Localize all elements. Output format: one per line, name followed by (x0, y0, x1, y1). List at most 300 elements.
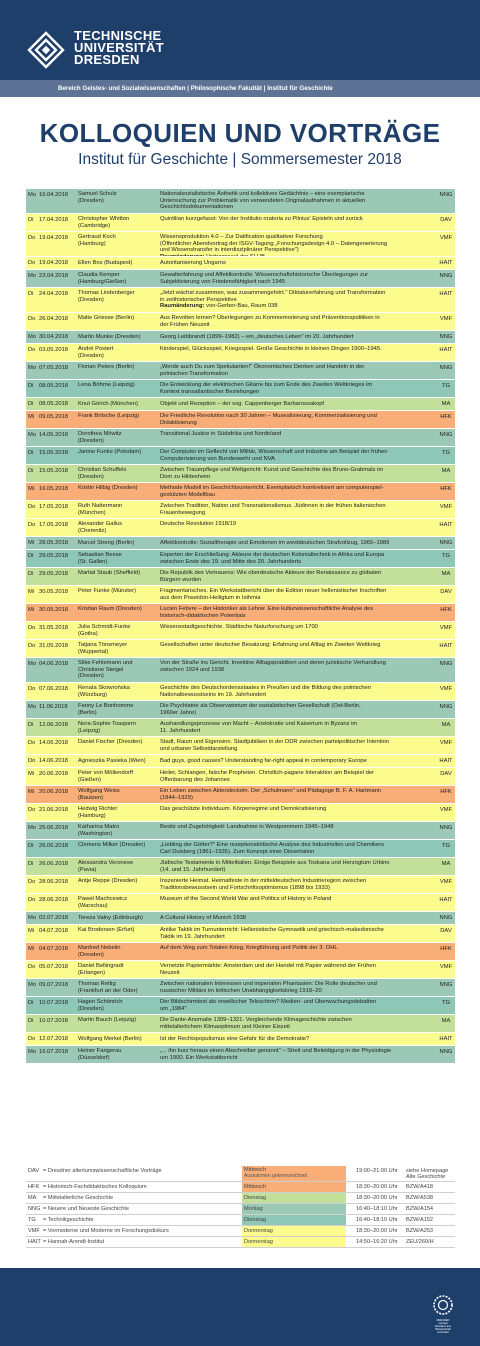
speaker-line: Lena Böhme (Leipzig) (78, 382, 135, 388)
title-line: Autoritarisierung Ungarns (160, 260, 226, 266)
weekday: Do (28, 1036, 36, 1042)
title-line: Taktik im 19. Jahrhundert (160, 933, 225, 940)
legend-abbr: MA (28, 1195, 37, 1201)
schedule-row (26, 410, 455, 428)
legend-room-line2: Alte Geschichte (406, 1174, 446, 1180)
weekday: Do (28, 522, 36, 528)
category-code: VMF (439, 625, 453, 631)
category-code: MA (441, 401, 451, 407)
schedule-row (26, 428, 455, 446)
room-change-note (160, 303, 445, 310)
legend-row (26, 1237, 455, 1248)
date: 26.06.2018 (39, 843, 69, 849)
logo-wordmark (74, 30, 164, 66)
weekday: Mi (28, 789, 35, 795)
speaker-line: (Hamburg) (78, 240, 106, 247)
weekday: Mi (28, 946, 35, 952)
category-code: NNG (439, 273, 453, 279)
lecture-title (160, 552, 445, 565)
date: 31.05.2018 (39, 643, 69, 649)
schedule-row (26, 287, 455, 312)
weekday: Do (28, 643, 36, 649)
weekday: Do (28, 347, 36, 353)
speaker-line: Hedwig Richter (78, 806, 118, 812)
lecture-title (160, 703, 445, 716)
weekday: Di (28, 401, 34, 407)
weekday: Do (28, 879, 36, 885)
date: 21.06.2018 (39, 807, 69, 813)
weekday: Mo (28, 915, 37, 921)
schedule-row (26, 821, 455, 839)
schedule-row (26, 256, 455, 269)
date: 08.05.2018 (39, 383, 69, 389)
date: 12.07.2018 (39, 1036, 69, 1042)
speaker-line: Florian Peters (Berlin) (78, 364, 135, 370)
speaker-line: Knut Görich (München) (78, 401, 138, 407)
weekday: Do (28, 260, 36, 266)
lecture-title (160, 382, 445, 395)
date: 07.06.2018 (39, 686, 69, 692)
weekday: Di (28, 217, 34, 223)
title-line: in zeithistorischer Perspektive (160, 296, 237, 303)
lecture-title (160, 927, 445, 940)
title-line: Computerisierung von Bundeswehr und NVA (160, 455, 275, 462)
lecture-title (160, 896, 445, 903)
date: 30.05.2018 (39, 589, 69, 595)
legend-row (26, 1182, 455, 1193)
category-code: TG (441, 553, 451, 559)
lecture-title (160, 588, 445, 601)
lecture-title (160, 685, 445, 698)
title-line: (14. und 15. Jahrhundert) (160, 866, 226, 873)
category-code: VMF (439, 807, 453, 813)
speaker-line: Silke Fehlemann und (78, 660, 133, 666)
title-line: Quintilian kurzgefasst: Von der Institutio oratoria zu Plinius' Episteln und zurück (160, 216, 363, 222)
title-line: Stadt, Raum und Eigensinn. Stadtjubiläen in der DDR zwischen parteipolitischer Intention (160, 739, 390, 745)
title-line: „Jetzt wächst zusammen, was zusammengehört." Diktaturerfahrung und Transformation (160, 290, 386, 296)
date: 05.07.2018 (39, 964, 69, 970)
schedule-row (26, 875, 455, 893)
date: 17.05.2018 (39, 522, 69, 528)
title-line: Traditionsbewusstsein und Fortschrittsoptimismus (1898 bis 1933) (160, 884, 330, 891)
schedule-row (26, 500, 455, 518)
weekday: Do (28, 740, 36, 746)
weekday: Mo (28, 704, 37, 710)
date: 20.06.2018 (39, 771, 69, 777)
schedule-row (26, 269, 455, 287)
speaker-line: Kristian Raum (Dresden) (78, 606, 142, 612)
title-line: Von der Straße ins Gericht. Invektive Alltagspraktiken und deren juristische Verhandlung (160, 660, 386, 666)
lecture-title (160, 1036, 445, 1043)
lecture-title (160, 606, 445, 619)
speaker-line: (Dresden) (78, 1005, 104, 1012)
schedule-row (26, 700, 455, 718)
date: 29.05.2018 (39, 571, 69, 577)
weekday: Di (28, 291, 34, 297)
schedule-row (26, 754, 455, 767)
title-line: Wissensproduktion 4.0 – Zur Datification qualitativer Forschung (160, 234, 323, 240)
weekday: Mi (28, 486, 35, 492)
schedule-row (26, 312, 455, 330)
lecture-title (160, 758, 445, 765)
weekday: Do (28, 964, 36, 970)
legend-day (242, 1215, 346, 1225)
dresden-concept-wordmark (424, 1319, 462, 1334)
speaker-line: Agnieszka Pasieka (Wien) (78, 758, 146, 764)
date: 30.04.2018 (39, 334, 69, 340)
weekday: Mo (28, 661, 37, 667)
weekday: Mi (28, 928, 35, 934)
lecture-title (160, 660, 445, 673)
schedule-row (26, 657, 455, 682)
speaker-line: Antje Reppe (Dresden) (78, 878, 138, 884)
title-line: Carl Duisberg (1861–1935). Zum Konzept einer Dissertation (160, 848, 315, 855)
lecture-title (160, 364, 445, 377)
speaker-line: (Berlin) (78, 709, 97, 716)
speaker-line: Thomas Rettig (78, 981, 116, 987)
weekday: Di (28, 571, 34, 577)
title-line: A Cultural History of Munich 1938 (160, 915, 247, 921)
speaker-line: Wolfgang Merkel (Berlin) (78, 1036, 142, 1042)
title-line: 11. Jahrhundert (160, 727, 201, 734)
title-line: „... ihn kurz heraus einen Abschreiber genannt" – Streit und Beleidigung in der Physiologie (160, 1048, 392, 1054)
speaker-line: Ruth Nattermann (78, 503, 123, 509)
schedule-row (26, 1032, 455, 1045)
category-code: HFK (440, 414, 452, 420)
legend-abbr: DAV (28, 1168, 40, 1174)
category-code: TG (441, 383, 451, 389)
lecture-title (160, 346, 445, 353)
logo-line1: TECHNISCHE (74, 28, 162, 43)
category-code: DAV (440, 771, 452, 777)
speaker-line: Hagen Schönrich (78, 999, 123, 1005)
date: 17.05.2018 (39, 504, 69, 510)
speaker-line: Kristin Hilbig (Dresden) (78, 485, 138, 491)
weekday: Di (28, 843, 34, 849)
weekday: Do (28, 316, 36, 322)
speaker-line: Martin Bauch (Leipzig) (78, 1017, 136, 1023)
weekday: Mo (28, 192, 37, 198)
title-line: Zwischen Trauerpflege und Weltgericht: Kunst und Geschichte des Bruno-Grabmals im (160, 467, 384, 473)
lecture-title (160, 540, 445, 547)
title-line: „Werde auch Du zum Spekulanten!" Ökonomisches Denken und Handeln in der (160, 364, 365, 370)
date: 14.05.2018 (39, 432, 69, 438)
speaker-line: Manfred Nebelin (78, 945, 121, 951)
legend-room-line: ZEU/260/H (406, 1239, 434, 1245)
title-line: polnischen Transformation (160, 370, 228, 377)
speaker-line: André Postert (78, 346, 114, 352)
category-code: NNG (439, 825, 453, 831)
title-line: Ist der Rechtspopulismus eine Gefahr für die Demokratie? (160, 1036, 310, 1042)
title-line: historisch-didaktischen Potentials (160, 612, 246, 619)
legend-day (242, 1166, 346, 1181)
speaker-line: Kai Brodersen (Erfurt) (78, 927, 135, 933)
title-line: Heiler, Schlangen, falsche Propheten. Christlich-pagane Interaktion am Beispiel der (160, 770, 374, 776)
page-subtitle: Institut für Geschichte | Sommersemester 2018 (78, 151, 402, 168)
date: 14.06.2018 (39, 758, 69, 764)
title-line: aus dem Poseidon-Heiligtum in Isthmia (160, 594, 261, 601)
date: 12.06.2018 (39, 722, 69, 728)
speaker-line: (Hamburg) (78, 812, 106, 819)
schedule-row (26, 330, 455, 343)
lecture-title (160, 191, 445, 211)
lecture-title (160, 1048, 445, 1061)
title-line: Bürgern wurden (160, 576, 202, 583)
lecture-title (160, 945, 445, 952)
schedule-row (26, 1045, 455, 1063)
lecture-title (160, 963, 445, 976)
schedule-row (26, 464, 455, 482)
legend-room-line: BZW/A154 (406, 1206, 434, 1212)
speaker-line: (Dresden) (78, 352, 104, 359)
weekday: Mo (28, 365, 37, 371)
lecture-title (160, 334, 445, 341)
lecture-title (160, 981, 445, 994)
schedule-row (26, 231, 455, 256)
speaker-line: (Dresden) (78, 437, 104, 444)
speaker-line: (Dresden) (78, 673, 104, 680)
lecture-title (160, 503, 445, 516)
weekday: Di (28, 1018, 34, 1024)
legend-day-label: Montag (244, 1206, 263, 1212)
title-line: zwischen 1924 und 1938 (160, 666, 225, 673)
speaker-line: Ellen Bos (Budapest) (78, 260, 133, 266)
category-code: MA (441, 1018, 451, 1024)
date: 02.07.2018 (39, 915, 69, 921)
speaker-line: Julia Schmidt-Funke (78, 624, 131, 630)
schedule-row (26, 343, 455, 361)
lecture-title (160, 413, 445, 426)
speaker-line: (Erlangen) (78, 969, 106, 976)
lecture-title (160, 315, 445, 328)
date: 29.05.2018 (39, 553, 69, 559)
date: 09.05.2018 (39, 414, 69, 420)
lecture-title (160, 878, 445, 891)
title-line: Nationalsozialistische Ästhetik und kollektives Gedächtnis – eine exemplarische (160, 191, 365, 197)
lecture-title (160, 999, 445, 1012)
category-code: HFK (440, 486, 452, 492)
schedule-row (26, 924, 455, 942)
legend-abbr: HFK (28, 1184, 40, 1190)
date: 23.04.2018 (39, 273, 69, 279)
room-change-label: Raumänderung: (160, 303, 205, 310)
speaker-line: Gertraud Koch (78, 234, 116, 240)
speaker-line: Alexander Gallus (78, 521, 123, 527)
title-line: Dom zu Hildesheim (160, 473, 211, 480)
schedule-row (26, 482, 455, 500)
schedule-row (26, 767, 455, 785)
legend-day-label: Mittwoch (244, 1167, 267, 1173)
speaker-line: Christian Schuffels (78, 467, 127, 473)
speaker-line: (Pavia) (78, 866, 97, 873)
title-line: Frauenbewegung (160, 509, 206, 516)
legend-time: 16:40–18:10 Uhr (356, 1206, 398, 1212)
schedule-row (26, 379, 455, 397)
legend-room-line: siehe Homepage (406, 1168, 449, 1174)
legend-room-line: BZW/A538 (406, 1195, 434, 1201)
speaker-line: Katharina Matro (78, 824, 120, 830)
weekday: Di (28, 722, 34, 728)
category-code: VMF (439, 740, 453, 746)
title-line: russischer Militärs im lettischen Unabhängigkeitskrieg 1918–20 (160, 987, 322, 994)
category-code: DAV (440, 217, 452, 223)
page-title: KOLLOQUIEN UND VORTRÄGE (39, 118, 441, 148)
title-line: Auf dem Weg zum Totalen Krieg. Kriegführung und Politik der 3. OHL (160, 945, 338, 951)
title-line: um 1900. Ein Werkstattbericht (160, 1054, 238, 1061)
category-code: NNG (439, 1049, 453, 1055)
category-code: HAIT (439, 1036, 453, 1042)
speaker-line: Nora-Sophie Toaspern (78, 721, 136, 727)
category-code: TG (441, 450, 451, 456)
title-line: Inszenierte Heimat. Heimatfeste in der mitteldeutschen Industrieregion zwischen (160, 878, 367, 884)
category-code: VMF (439, 879, 453, 885)
title-line: Vernetzte Papiermärkte: Amsterdam und der Handel mit Papier während der Frühen (160, 963, 376, 969)
speaker-line: (Bautzen) (78, 794, 104, 801)
footer-logo-line2: concept (438, 1322, 448, 1326)
speaker-line: (Gotha) (78, 630, 98, 637)
speaker-line: (Warschau) (78, 902, 108, 909)
category-code: HAIT (439, 643, 453, 649)
lecture-title (160, 739, 445, 752)
legend-description: = Dresdner altertumswissenschaftliche Vorträge (43, 1168, 162, 1174)
title-line: Affektkontrolle: Sozialtherapie und Emotionen im westdeutschen Strafvollzug, 1965–1989 (160, 540, 390, 546)
category-code: HFK (440, 607, 452, 613)
title-line: Gesellschaften unter deutscher Besatzung: Erfahrung und Alltag im Zweiten Weltkrieg (160, 642, 381, 648)
schedule-row (26, 1014, 455, 1032)
speaker-line: Daniel Bellingradt (78, 963, 124, 969)
weekday: Mo (28, 1049, 37, 1055)
footer-logo-line3: Exzellenz aus (434, 1325, 451, 1329)
legend-room (406, 1168, 448, 1180)
title-line: Nationalbewusstseins im 19. Jahrhundert (160, 691, 267, 698)
legend-description: = Mittelalterliche Geschichte (43, 1195, 114, 1201)
date: 19.04.2018 (39, 260, 69, 266)
speaker-line: (Hamburg/Gießen) (78, 278, 127, 285)
legend-description: = Historisch-Fachdidaktisches Kolloquium (43, 1184, 147, 1190)
schedule-row (26, 718, 455, 736)
lecture-title (160, 260, 445, 267)
category-legend (26, 1166, 455, 1248)
schedule-row (26, 549, 455, 567)
speaker-line: Thomas Lindenberger (78, 290, 135, 296)
title-line: Besitz und Zugehörigkeit: Landnahme in Westpommern 1945–1948 (160, 824, 334, 830)
schedule-row (26, 621, 455, 639)
category-code: MA (441, 468, 451, 474)
lecture-title (160, 272, 445, 285)
lecture-title (160, 624, 445, 631)
legend-room (406, 1195, 433, 1201)
speaker-line: Clemens Milker (Dresden) (78, 842, 146, 848)
date: 24.04.2018 (39, 291, 69, 297)
legend-day-label: Donnerstag (244, 1228, 273, 1234)
date: 15.05.2018 (39, 450, 69, 456)
speaker-line: Martial Staub (Sheffield) (78, 570, 141, 576)
date: 26.04.2018 (39, 316, 69, 322)
date: 16.05.2018 (39, 486, 69, 492)
weekday: Do (28, 897, 36, 903)
schedule-row (26, 911, 455, 924)
speaker-line: Renata Skowrońska (78, 685, 130, 691)
legend-abbr: HAIT (28, 1239, 41, 1245)
lecture-title (160, 915, 445, 922)
legend-description: = Vormoderne und Moderne im Forschungsdiskurs (43, 1228, 169, 1234)
category-code: NNG (439, 432, 453, 438)
legend-day-label: Dienstag (244, 1217, 267, 1223)
category-code: MA (441, 571, 451, 577)
title-line: mittelalterlichem Klimaoptimum und Kleiner Eiszeit (160, 1023, 290, 1030)
schedule-row (26, 736, 455, 754)
weekday: Do (28, 235, 36, 241)
date: 03.05.2018 (39, 347, 69, 353)
speaker-line: Christiane Steigel (78, 666, 124, 673)
lecture-title (160, 449, 445, 462)
title-line: Der Bildschirmtext als orwellscher Teleschirm? Medien- und Überwachungsdebatten (160, 999, 377, 1005)
speaker-line: Peter Funke (Münster) (78, 588, 136, 594)
speaker-line: (Frankfurt an der Oder) (78, 987, 138, 994)
category-code: VMF (439, 316, 453, 322)
title-line: Geschichtsdokumentationen (160, 204, 234, 211)
title-line: Die Psychiatrie als Observatorium der sozialistischen Gesellschaft (Ost-Berlin, (160, 703, 361, 709)
category-code: HFK (440, 946, 452, 952)
date: 31.05.2018 (39, 625, 69, 631)
logo-line2: UNIVERSITÄT (74, 40, 164, 55)
date: 09.07.2018 (39, 982, 69, 988)
title-line: Georg Leibbrandt (1899–1982) – ein „deutsches Leben" im 20. Jahrhundert (160, 334, 354, 340)
date: 28.05.2018 (39, 540, 69, 546)
speaker-line: Malte Griesse (Berlin) (78, 315, 135, 321)
weekday: Do (28, 625, 36, 631)
legend-room-line: BZW/A418 (406, 1184, 434, 1190)
legend-abbr: NNG (28, 1206, 41, 1212)
legend-day (242, 1204, 346, 1214)
weekday: Mo (28, 432, 37, 438)
title-line: Jüdische Testamente in Mittelitalien. Einige Beispiele aus Toskana und Herzogtum Urbino (160, 860, 390, 866)
speaker-line: Tatjana Tönsmeyer (78, 642, 128, 648)
legend-time: 19:00–21:00 Uhr (356, 1168, 398, 1174)
schedule-row (26, 567, 455, 585)
legend-description: = Neuere und Neueste Geschichte (43, 1206, 129, 1212)
legend-time: 18:30–20:00 Uhr (356, 1228, 398, 1234)
lecture-title (160, 642, 445, 649)
legend-time: 14:50–16:20 Uhr (356, 1239, 398, 1245)
speaker-line: Alessandra Veronese (78, 860, 134, 866)
speaker-line: (Chemnitz) (78, 527, 107, 534)
speaker-line: (Dresden) (78, 473, 104, 480)
title-line: und urbaner Selbstdarstellung (160, 745, 238, 752)
title-line: Museum of the Second World War and Politics of History in Poland (160, 896, 332, 902)
legend-day-label: Donnerstag (244, 1239, 273, 1245)
lecture-title (160, 485, 445, 498)
title-line: Transitional Justice in Südafrika und Nordirland (160, 431, 282, 437)
date: 04.06.2018 (39, 661, 69, 667)
schedule-row (26, 518, 455, 536)
schedule-row (26, 893, 455, 911)
speaker-line: Christopher Whitton (78, 216, 130, 222)
schedule-row (26, 978, 455, 996)
weekday: Di (28, 383, 34, 389)
lecture-schedule (26, 188, 455, 1063)
speaker-line: (Gießen) (78, 776, 101, 783)
lecture-title (160, 860, 445, 873)
title-line: um „1984" (160, 1005, 187, 1012)
weekday: Do (28, 686, 36, 692)
speaker-line: Fanny Le Bonhomme (78, 703, 134, 709)
category-code: NNG (439, 915, 453, 921)
speaker-line: Frank Britsche (Leipzig) (78, 413, 140, 419)
title-line: Wissensstadtgeschichte. Städtische Naturforschung um 1700 (160, 624, 318, 630)
speaker-line: Wolfgang Weiss (78, 788, 120, 794)
speaker-line: (Cambridge) (78, 222, 111, 229)
